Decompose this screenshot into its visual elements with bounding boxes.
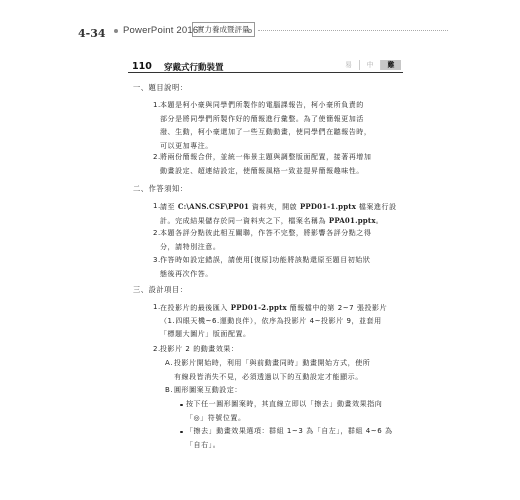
item-number: 2. <box>153 345 161 353</box>
page-number: 4-34 <box>78 27 106 40</box>
book-subtitle-badge: 實力養成暨評量 <box>192 22 255 37</box>
item-text: 將兩份簡報合併，並統一佈景主題與調整版面配置，接著再增加 <box>160 153 372 161</box>
difficulty-easy: 易 <box>345 61 352 69</box>
item-number: 1. <box>153 101 161 109</box>
difficulty-medium: 中 <box>359 60 380 70</box>
section-heading: 三、設計項目： <box>133 285 188 294</box>
section-heading: 一、題目說明： <box>133 83 188 92</box>
item-text: 作答時如設定錯誤，請使用[復原]功能將該點還原至題目初始狀 <box>160 256 371 264</box>
item-text: 本題各評分點彼此相互關聯，作答不完整，將影響各評分點之得 <box>160 229 372 237</box>
item-text: 本題是柯小豪與同學們所製作的電腦課報告，柯小豪所負責的 <box>160 101 364 109</box>
sub-item-text: 圓形圖案互動設定： <box>174 386 242 394</box>
bullet-dot-icon <box>180 431 183 434</box>
item-text: 「標題大圖片」版面配置。 <box>160 330 251 339</box>
item-number: 2. <box>153 229 161 237</box>
item-text: 分，請特別注意。 <box>160 242 221 251</box>
item-number: 1. <box>153 303 161 311</box>
sub-item-label: A. <box>165 359 173 367</box>
item-text: 部分是將同學們所製作好的簡報進行彙整。為了使簡報更加活 <box>160 114 364 123</box>
item-text: 計。完成結果儲存於同一資料夾之下，檔案名稱為 PPA01.pptx。 <box>160 215 384 225</box>
title-underline <box>128 72 403 73</box>
difficulty-hard: 難 <box>380 60 401 70</box>
question-title: 穿戴式行動裝置 <box>164 63 224 73</box>
bullet-text: 「◎」符號位置。 <box>186 413 246 422</box>
item-number: 2. <box>153 153 161 161</box>
difficulty-indicator <box>338 60 402 70</box>
sub-item-text: 有線段皆消失不見，必須透過以下的互動設定才能顯示。 <box>174 372 363 381</box>
bullet-text: 按下任一圓形圖案時，其直線立即以「擦去」動畫效果指向 <box>186 400 383 408</box>
book-title: PowerPoint 2016 <box>123 25 199 36</box>
item-text: 動畫設定、超連結設定，使簡報風格一致並提昇簡報趣味性。 <box>160 166 364 175</box>
bullet-dot-icon <box>180 404 183 407</box>
item-text: 潑、生動，柯小豪還加了一些互動動畫，使同學們在聽報告時， <box>160 128 372 137</box>
bullet-text: 「擦去」動畫效果選項：群組 1~3 為「自左」，群組 4~6 為 <box>186 427 393 435</box>
section-heading: 二、作答須知： <box>133 184 188 193</box>
bullet-text: 「自右」。 <box>186 440 221 449</box>
question-number: 110 <box>132 61 152 72</box>
item-text: 態後再次作答。 <box>160 269 213 278</box>
header-dot-icon <box>114 29 118 33</box>
sub-item-text: 投影片開始時，利用「與前動畫同時」動畫開始方式，使所 <box>174 359 371 367</box>
item-number: 3. <box>153 256 161 264</box>
item-text: 投影片 2 的動畫效果： <box>160 345 239 353</box>
header-ring-icon <box>248 29 252 33</box>
sub-item-label: B. <box>165 386 174 394</box>
item-text: 請至 C:\ANS.CSF\PP01 資料夾，開啟 PPD01-1.pptx 檔案進行設 <box>160 202 397 211</box>
item-text: 在投影片的最後匯入 PPD01-2.pptx 簡報檔中的第 2~7 張投影片 <box>160 303 388 312</box>
item-number: 1. <box>153 202 161 210</box>
header-dotted-rule <box>258 30 448 31</box>
item-text: （1.四眼天機~6.運動良伴），依序為投影片 4~投影片 9，並套用 <box>160 316 382 325</box>
item-text: 可以更加專注。 <box>160 141 213 150</box>
